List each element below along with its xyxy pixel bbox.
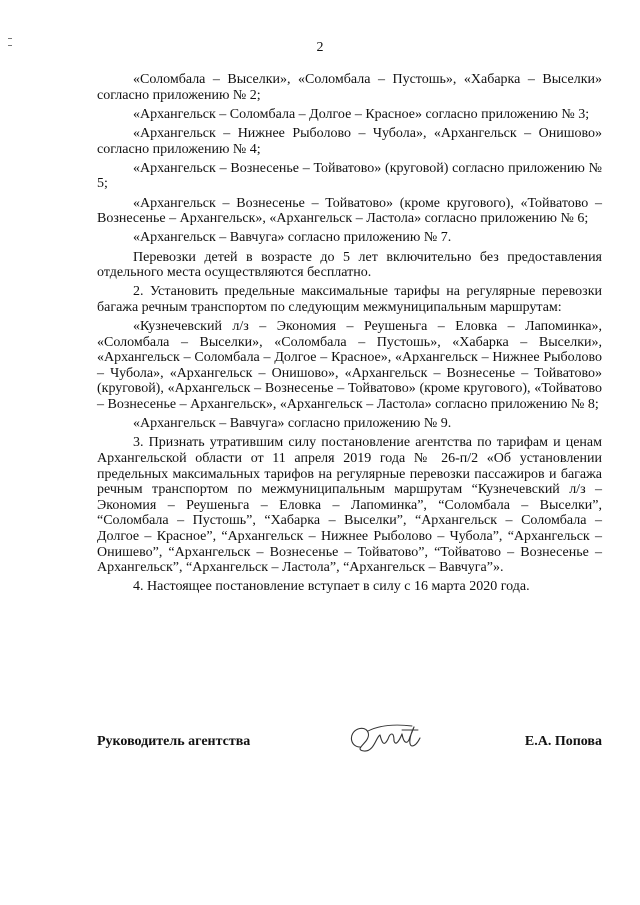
paragraph: «Архангельск – Вавчуга» согласно приложению № 7. bbox=[133, 230, 452, 246]
handwritten-signature bbox=[344, 717, 424, 761]
paragraph: «Соломбала – Выселки», «Соломбала – Пустошь», «Хабарка – Выселки» согласно приложению № 2; bbox=[97, 72, 602, 103]
paragraph: 2. Установить предельные максимальные тарифы на регулярные перевозки багажа речным транспортом по следующим межмуниципальным маршрутам: bbox=[97, 284, 602, 315]
paragraph: 3. Признать утратившим силу постановление агентства по тарифам и ценам Архангельской области от 11 апреля 2019 года № 26-п/2 «Об установлении предельных максимальных тарифов на регулярные перевозки пассажиров и багажа речным транспортом по межмуниципальным маршрутам “Кузнечевский л/з – Экономия – Реушеньга – Еловка – Лапоминка”, “Соломбала – Выселки”, “Соломбала – Пустошь”, “Хабарка – Выселки”, “Архангельск – Соломбала – Долгое – Красное”, “Архангельск – Нижнее Рыболово – Чубола”, “Архангельск – Онишево”, “Архангельск – Вознесенье – Тойватово”, “Тойватово – Вознесенье – Архангельск”, “Архангельск – Ластола”, “Архангельск – Вавчуга”». bbox=[97, 435, 602, 576]
paragraph: «Архангельск – Нижнее Рыболово – Чубола», «Архангельск – Онишово» согласно приложению № 4; bbox=[97, 125, 602, 157]
paragraph: «Архангельск – Вознесенье – Тойватово» (кроме кругового), «Тойватово – Вознесенье – Архангельск», «Архангельск – Ластола» согласно приложению № 6; bbox=[97, 195, 602, 227]
paragraph: «Архангельск – Вавчуга» согласно приложению № 9. bbox=[133, 416, 452, 432]
margin-mark bbox=[8, 38, 12, 39]
signature-block bbox=[97, 727, 602, 763]
paragraph: «Кузнечевский л/з – Экономия – Реушеньга – Еловка – Лапоминка», «Соломбала – Выселки», «Соломбала – Пустошь», «Хабарка – Выселки», «Архангельск – Соломбала – Долгое – Красное», «Архангельск – Нижнее Рыболово – Чубола», «Архангельск – Онишово», «Архангельск – Вознесенье – Тойватово» (круговой), «Архангельск – Вознесенье – Тойватово» (кроме кругового), «Тойватово – Вознесенье – Архангельск», «Архангельск – Ластола» согласно приложению № 8; bbox=[97, 319, 602, 413]
signatory-name: Е.А. Попова bbox=[524, 734, 602, 749]
document-body bbox=[97, 72, 602, 599]
signatory-title: Руководитель агентства bbox=[97, 734, 251, 749]
paragraph: «Архангельск – Вознесенье – Тойватово» (круговой) согласно приложению № 5; bbox=[97, 160, 602, 192]
paragraph: «Архангельск – Соломбала – Долгое – Красное» согласно приложению № 3; bbox=[133, 106, 590, 122]
page-number: 2 bbox=[316, 40, 324, 55]
paragraph: Перевозки детей в возрасте до 5 лет включительно без предоставления отдельного места осуществляются бесплатно. bbox=[97, 249, 602, 281]
paragraph: 4. Настоящее постановление вступает в силу с 16 марта 2020 года. bbox=[133, 579, 530, 595]
